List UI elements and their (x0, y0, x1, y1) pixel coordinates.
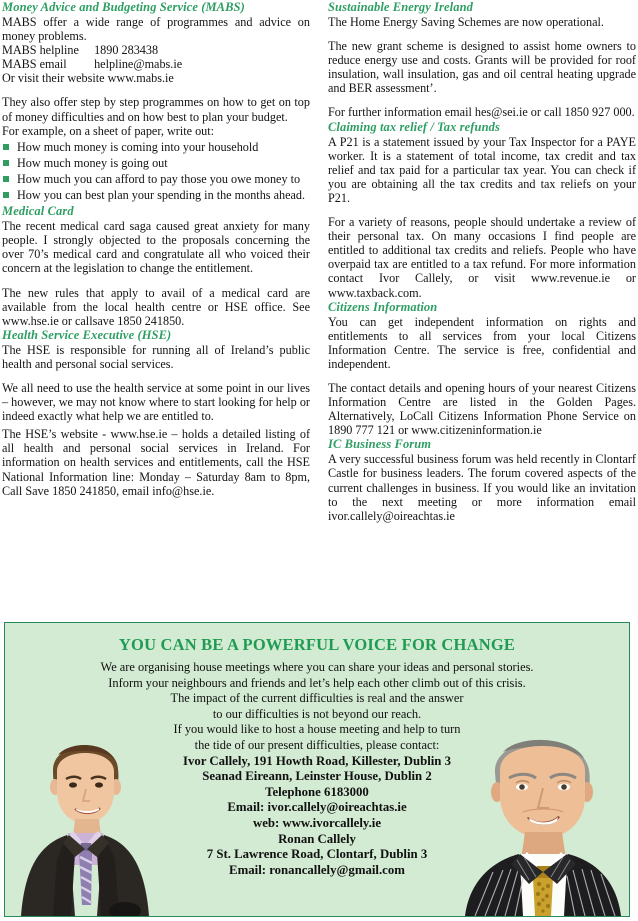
section-heading-mabs: Money Advice and Budgeting Service (MABS) (2, 0, 245, 14)
list-item (2, 140, 310, 154)
citizens-paragraph-2: The contact details and opening hours of your nearest Citizens Information Centre are listed in the Golden Pages. Alternatively, LoCall Citizens Information Phone Service on 1890 777 121 or www.citizeninformation.ie (328, 380, 636, 438)
contact-line: 7 St. Lawrence Road, Clontarf, Dublin 3 (206, 847, 428, 862)
contact-block-secondary (5, 832, 629, 879)
list-item-label: How much you can afford to pay those you owe money to (17, 171, 301, 186)
mabs-helpline: MABS helpline 1890 283438 (2, 43, 159, 58)
list-item (2, 156, 310, 170)
list-item (2, 188, 310, 202)
bullet-square-icon (3, 192, 9, 198)
section-heading-hse: Health Service Executive (HSE) (2, 327, 172, 342)
contact-website: web: www.ivorcallely.ie (252, 815, 382, 830)
bullet-square-icon (3, 144, 9, 150)
contact-name: Ronan Callely (278, 831, 356, 846)
section-heading-sustainable-energy: Sustainable Energy Ireland (328, 0, 473, 14)
citizens-paragraph-1: You can get independent information on rights and entitlements to all services from your local Citizens Information Centre. The service is free, confidential and independent. (328, 314, 636, 371)
panel-intro-line: We are organising house meetings where you can share your ideas and personal stories. (100, 660, 534, 674)
panel-invite-line: the tide of our present difficulties, please contact: (194, 737, 440, 752)
mabs-paragraph-1: MABS offer a wide range of programmes and advice on money problems. (2, 15, 310, 44)
right-column (328, 0, 638, 620)
panel-intro-line: The impact of the current difficulties is real and the answer (170, 691, 464, 706)
panel-title: YOU CAN BE A POWERFUL VOICE FOR CHANGE (118, 635, 516, 654)
medical-card-paragraph-1: The recent medical card saga caused great anxiety for many people. I strongly objected to the proposals concerning the over 70’s medical card and congratulate all who voiced their concern at the legislation to change the entitlement. (2, 219, 310, 276)
mabs-bullet-list (2, 140, 310, 202)
panel-intro-text (5, 660, 629, 722)
mabs-email: MABS email helpline@mabs.ie (2, 57, 183, 72)
section-heading-tax-relief: Claiming tax relief / Tax refunds (328, 119, 500, 134)
hse-paragraph-2: We all need to use the health service at some point in our lives – however, we may not know where to start looking for help or indeed exactly what help we are entitled to. (2, 380, 310, 424)
contact-block-primary (5, 754, 629, 832)
list-item-label: How you can best plan your spending in the months ahead. (17, 188, 306, 203)
left-column (0, 0, 310, 620)
list-item-label: How much money is coming into your household (17, 139, 259, 154)
mabs-paragraph-2: They also offer step by step programmes on how to get on top of money difficulties and on how best to plan your budget. (2, 95, 310, 124)
contact-line: Ivor Callely, 191 Howth Road, Killester, Dublin 3 (182, 753, 452, 768)
mabs-website: Or visit their website www.mabs.ie (2, 71, 174, 86)
contact-email: Email: ronancallely@gmail.com (229, 862, 405, 877)
panel-invite-text (5, 722, 629, 753)
panel-invite-line: If you would like to host a house meeting and help to turn (173, 722, 461, 737)
list-item (2, 172, 310, 186)
tax-paragraph-2: For a variety of reasons, people should undertake a review of their personal tax. On many occasions I find people are entitled to additional tax credits and reliefs. People who have overpaid tax are entitled to a tax refund. For more information contact Ivor Callely, or visit www.revenue.ie or www.taxback.com. (328, 215, 636, 300)
sei-paragraph-3: For further information email hes@sei.ie or call 1850 927 000. (328, 105, 635, 120)
hse-paragraph-1: The HSE is responsible for running all of Ireland’s public health and personal social services. (2, 342, 310, 371)
section-heading-ic-business-forum: IC Business Forum (328, 437, 432, 452)
hse-paragraph-3: The HSE’s website - www.hse.ie – holds a detailed listing of all health and personal social services in Ireland. For information on health services and entitlements, call the HSE National Information line: Monday – Saturday 8am to 8pm, Call Save 1850 241850, email info@hse.ie. (2, 427, 310, 498)
bullet-square-icon (3, 176, 9, 182)
section-heading-citizens-information: Citizens Information (328, 299, 438, 314)
forum-paragraph-1: A very successful business forum was held recently in Clontarf Castle for business leaders. The forum covered aspects of the current challenges in business. If you would like an invitation to the next meeting or more information email ivor.callely@oireachtas.ie (328, 452, 636, 523)
contact-email: Email: ivor.callely@oireachtas.ie (227, 800, 407, 815)
contact-line: Seanad Eireann, Leinster House, Dublin 2 (202, 769, 432, 784)
medical-card-paragraph-2: The new rules that apply to avail of a medical card are available from the local health centre or HSE office. See www.hse.ie or callsave 1850 241850. (2, 285, 310, 328)
section-heading-medical-card: Medical Card (2, 204, 74, 219)
tax-paragraph-1: A P21 is a statement issued by your Tax Inspector for a PAYE worker. It is a statement of total income, tax credit and tax relief and tax paid for a particular tax year. You can check if you are obtaining all the tax credits and tax reliefs on your P21. (328, 134, 636, 205)
sei-paragraph-2: The new grant scheme is designed to assist home owners to reduce energy use and costs. Grants will be provided for roof insulation, wall insulation, gas and oil central heating upgrade and BER assessment’. (328, 39, 636, 96)
call-to-action-panel (4, 622, 630, 917)
mabs-paragraph-3: For example, on a sheet of paper, write out: (2, 123, 215, 138)
panel-intro-line: Inform your neighbours and friends and let’s help each other climb out of this crisis. (108, 675, 526, 690)
sei-paragraph-1: The Home Energy Saving Schemes are now operational. (328, 15, 604, 29)
contact-line: Telephone 6183000 (265, 784, 369, 799)
list-item-label: How much money is going out (17, 155, 168, 170)
panel-intro-line: to our difficulties is not beyond our reach. (212, 706, 422, 721)
bullet-square-icon (3, 160, 9, 166)
